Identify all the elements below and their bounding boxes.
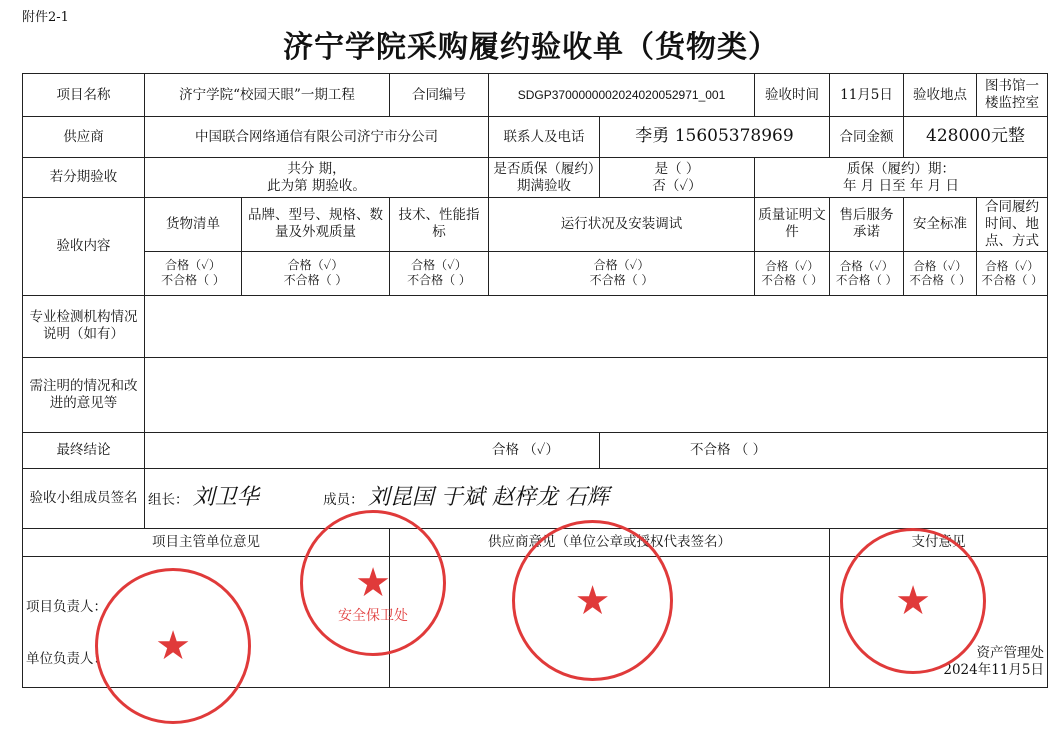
accept-place-label: 验收地点 xyxy=(904,74,977,117)
warranty-choice xyxy=(600,158,755,198)
content-label: 验收内容 xyxy=(23,198,145,296)
star-icon: ★ xyxy=(895,578,931,624)
team-label: 验收小组成员签名 xyxy=(23,468,145,528)
check-pass: 合格（✓） xyxy=(839,258,894,273)
content-check xyxy=(755,251,830,295)
warranty-period-label: 质保（履约）期： xyxy=(847,160,955,177)
contract-no-label: 合同编号 xyxy=(390,74,489,117)
check-fail: 不合格（ ） xyxy=(407,273,471,288)
supplier-opinion-header: 供应商意见（单位公章或授权代表签名） xyxy=(390,528,830,556)
contact-label: 联系人及电话 xyxy=(489,117,600,158)
page-title: 济宁学院采购履约验收单（货物类） xyxy=(283,30,779,65)
content-header: 运行状况及安装调试 xyxy=(489,198,755,252)
check-fail: 不合格（ ） xyxy=(909,273,971,288)
amount-label: 合同金额 xyxy=(830,117,904,158)
project-lead-label: 项目负责人： xyxy=(26,598,107,615)
payment-opinion-body xyxy=(830,556,1048,687)
content-header: 品牌、型号、规格、数量及外观质量 xyxy=(242,198,390,252)
staged-label: 若分期验收 xyxy=(23,158,145,198)
check-pass: 合格（✓） xyxy=(985,258,1039,273)
content-check xyxy=(904,251,977,295)
inspection-value xyxy=(145,295,1048,357)
content-check xyxy=(977,251,1048,295)
final-pass: 合格 （✓） xyxy=(145,432,600,468)
project-name-value: 济宁学院“校园天眼”一期工程 xyxy=(145,74,390,117)
annex-label: 附件2-1 xyxy=(22,10,69,25)
check-pass: 合格（✓） xyxy=(765,258,819,273)
final-fail: 不合格 （ ） xyxy=(600,432,1048,468)
check-fail: 不合格（ ） xyxy=(283,273,348,288)
star-icon: ★ xyxy=(355,560,391,606)
star-icon: ★ xyxy=(155,623,191,669)
content-check xyxy=(242,251,390,295)
star-icon: ★ xyxy=(574,577,611,624)
supplier-label: 供应商 xyxy=(23,117,145,158)
content-header: 售后服务承诺 xyxy=(830,198,904,252)
content-header: 安全标准 xyxy=(904,198,977,252)
asset-office-label: 资产管理处 xyxy=(976,644,1044,661)
leader-label: 组长： xyxy=(148,492,189,509)
acceptance-form xyxy=(22,73,1048,688)
content-check xyxy=(390,251,489,295)
content-header: 技术、性能指标 xyxy=(390,198,489,252)
supplier-opinion-body xyxy=(390,556,830,687)
check-fail: 不合格（ ） xyxy=(589,273,654,288)
check-fail: 不合格（ ） xyxy=(161,273,225,288)
staged-line-1: 共分 期， xyxy=(287,160,346,177)
dept-opinion-body xyxy=(23,556,390,687)
warranty-period xyxy=(755,158,1048,198)
members-signature: 刘昆国 于斌 赵梓龙 石辉 xyxy=(367,485,609,511)
amount-value: 428000元整 xyxy=(904,117,1048,158)
leader-signature: 刘卫华 xyxy=(192,485,259,511)
notes-label: 需注明的情况和改进的意见等 xyxy=(23,357,145,432)
check-pass: 合格（✓） xyxy=(593,258,650,273)
final-label: 最终结论 xyxy=(23,432,145,468)
content-check xyxy=(830,251,904,295)
payment-opinion-header: 支付意见 xyxy=(830,528,1048,556)
check-pass: 合格（✓） xyxy=(411,258,467,273)
warranty-no: 否（✓） xyxy=(652,177,702,194)
unit-lead-label: 单位负责人： xyxy=(26,650,107,667)
check-fail: 不合格（ ） xyxy=(981,273,1043,288)
content-header: 质量证明文件 xyxy=(755,198,830,252)
accept-time-value: 11月5日 xyxy=(830,74,904,117)
check-fail: 不合格（ ） xyxy=(761,273,823,288)
notes-value xyxy=(145,357,1048,432)
members-label: 成员： xyxy=(323,492,364,509)
staged-line-2: 此为第 期验收。 xyxy=(267,177,366,194)
team-signatures xyxy=(145,468,1048,528)
check-fail: 不合格（ ） xyxy=(835,273,898,288)
content-check xyxy=(145,251,242,295)
check-pass: 合格（✓） xyxy=(165,258,221,273)
warranty-period-dates: 年 月 日至 年 月 日 xyxy=(843,177,959,194)
check-pass: 合格（✓） xyxy=(913,258,967,273)
warranty-label: 是否质保（履约）期满验收 xyxy=(489,158,600,198)
warranty-yes: 是（ ） xyxy=(654,160,700,177)
check-pass: 合格（✓） xyxy=(287,258,344,273)
dept-opinion-header: 项目主管单位意见 xyxy=(23,528,390,556)
project-name-label: 项目名称 xyxy=(23,74,145,117)
inspection-label: 专业检测机构情况说明（如有） xyxy=(23,295,145,357)
accept-time-label: 验收时间 xyxy=(755,74,830,117)
content-check xyxy=(489,251,755,295)
contract-no-value: SDGP370000000202402005297​1_001 xyxy=(489,74,755,117)
accept-place-value: 图书馆一楼监控室 xyxy=(977,74,1048,117)
payment-date: 2024年11月5日 xyxy=(943,661,1044,678)
stamp-security-office: ★ 安全保卫处 xyxy=(300,510,446,656)
contact-value: 李勇 15605378969 xyxy=(600,117,830,158)
staged-text xyxy=(145,158,489,198)
content-header: 货物清单 xyxy=(145,198,242,252)
content-header: 合同履约时间、地点、方式 xyxy=(977,198,1048,252)
supplier-value: 中国联合网络通信有限公司济宁市分公司 xyxy=(145,117,489,158)
